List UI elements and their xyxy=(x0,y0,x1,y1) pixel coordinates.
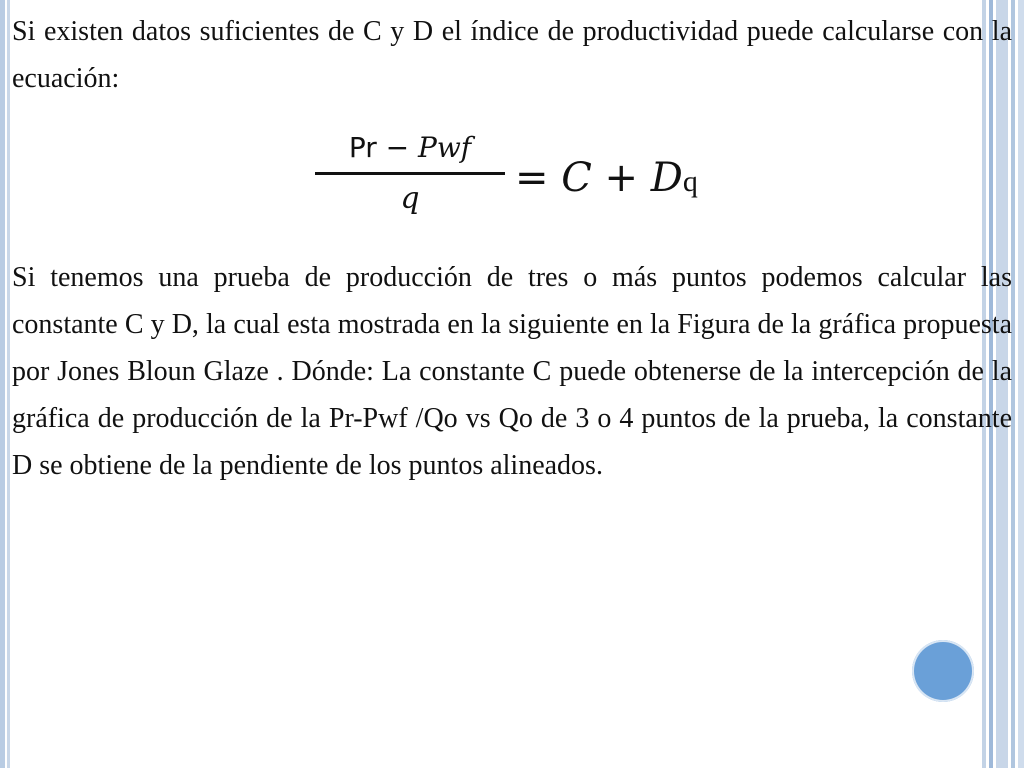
left-border-decoration xyxy=(0,0,10,768)
circle-decoration-icon xyxy=(912,640,974,702)
numerator-pwf: Pwf xyxy=(418,131,472,164)
constant-c: C xyxy=(561,155,592,201)
constant-d: D xyxy=(650,155,683,201)
equation-denominator: q xyxy=(400,181,420,216)
equation-right-side xyxy=(515,150,698,210)
intro-paragraph: Si existen datos suficientes de C y D el índice de productividad puede calcularse con la ecuación: xyxy=(12,16,1012,94)
equation-numerator xyxy=(315,128,505,170)
explanation-paragraph: Si tenemos una prueba de producción de tres o más puntos podemos calcular las constante C y D, la cual esta mostrada en la siguiente en la Figura de la gráfica propuesta por Jones Bloun Glaze . Dónde: La constante C puede obtenerse de la intercepción de la gráfica de producción de la Pr-Pwf /Qo vs Qo de 3 o 4 puntos de la prueba, la constante D se obtiene de la pendiente de los puntos alineados. xyxy=(12,262,1012,481)
plus-sign: + xyxy=(591,155,651,201)
fraction-bar xyxy=(315,172,505,175)
rate-q: q xyxy=(682,165,698,198)
slide-content xyxy=(12,8,1012,489)
numerator-pr: Pr − xyxy=(348,131,418,164)
equation-fraction xyxy=(315,128,505,219)
equals-sign: = xyxy=(515,155,562,201)
productivity-equation xyxy=(12,128,1012,238)
